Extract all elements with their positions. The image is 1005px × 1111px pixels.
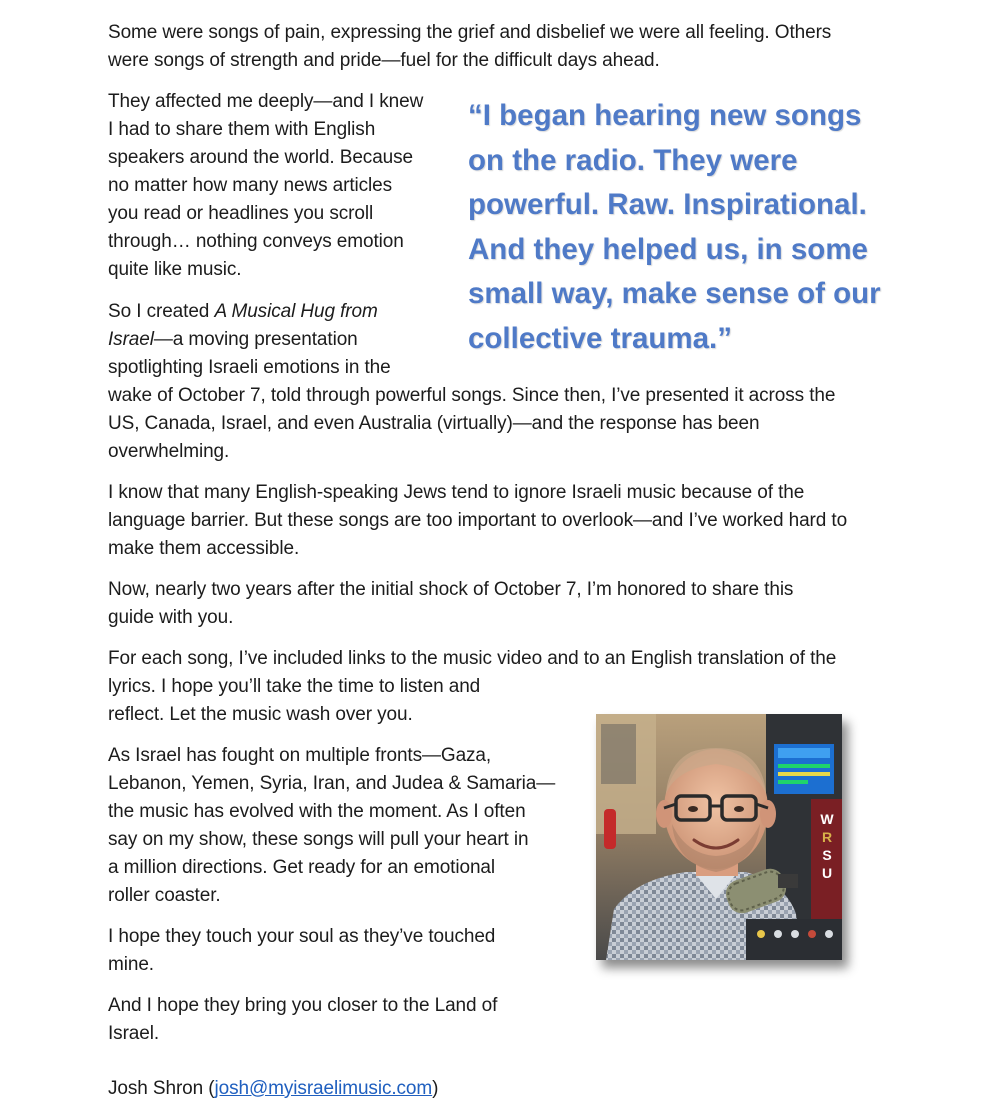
station-letter-2: R [821, 829, 833, 845]
author-name: Josh Shron ( [108, 1078, 215, 1099]
paragraph-multiple-fronts: As Israel has fought on multiple fronts—Gaza, Lebanon, Yemen, Syria, Iran, and Judea & Samaria— the music has evolved with the moment. As I often say on my show, these songs will pull your heart in a million directions. Get ready for an emotional roller coaster. [108, 745, 556, 906]
presentation-title-end: Israel [108, 329, 154, 350]
author-photo-illustration [596, 714, 842, 960]
paragraph-land-of-israel: And I hope they bring you closer to the Land of Israel. [108, 995, 498, 1044]
station-letter-3: S [822, 847, 832, 863]
paragraph-two-years: Now, nearly two years after the initial shock of October 7, I’m honored to share this guide with you. [108, 579, 794, 628]
paragraph-each-song: For each song, I’ve included links to the music video and to an English translation of the lyrics. I hope you’ll take the time to listen and reflect. Let the music wash over you. [108, 648, 837, 725]
paragraph-musical-hug: So I created A Musical Hug from Israel—a moving presentation spotlighting Israeli emotions in the wake of October 7, told through powerful songs. Since then, I’ve presented it across the US, Canada, Israel, and even Australia (virtually)—and the response has been overwhelming. [108, 301, 836, 462]
presentation-title: A Musical Hug from [214, 301, 378, 322]
signature: Josh Shron (josh@myisraelimusic.com) [108, 1078, 439, 1099]
paragraph-touch-your-soul: I hope they touch your soul as they’ve touched mine. [108, 926, 496, 975]
pull-quote: “I began hearing new songs on the radio. They were powerful. Raw. Inspirational. And they helped us, in some small way, make sense of our collective trauma.” [468, 99, 881, 355]
paragraph-affected-me: They affected me deeply—and I knew I had to share them with English speakers around the world. Because no matter how many news articles you read or headlines you scroll through… nothing conveys emotion quite like music. [108, 91, 424, 280]
paragraph-songs-of-pain: Some were songs of pain, expressing the grief and disbelief we were all feeling. Others were songs of strength and pride—fuel for the difficult days ahead. [108, 22, 832, 71]
author-photo [596, 714, 842, 960]
paragraph-language-barrier: I know that many English-speaking Jews tend to ignore Israeli music because of the language barrier. But these songs are too important to overlook—and I’ve worked hard to make them accessible. [108, 482, 848, 559]
station-letter-4: U [821, 865, 833, 881]
email-link[interactable]: josh@myisraelimusic.com [214, 1078, 433, 1099]
station-letter-1: W [820, 811, 834, 827]
